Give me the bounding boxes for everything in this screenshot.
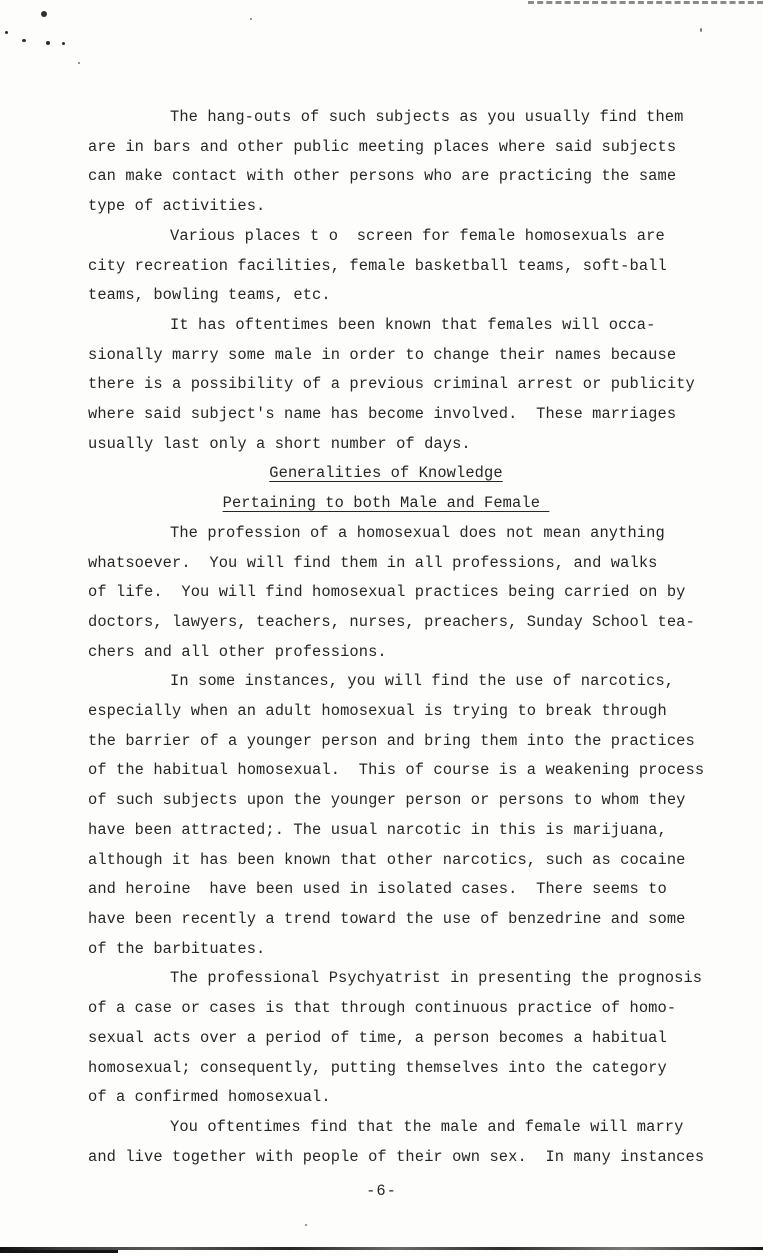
text-line: whatsoever. You will find them in all professions, and walks <box>88 553 658 572</box>
ink-speck <box>41 11 47 17</box>
text-line: of life. You will find homosexual practices being carried on by <box>88 583 686 602</box>
ink-speck <box>250 18 252 20</box>
ink-speck <box>78 62 80 64</box>
ink-speck <box>5 31 8 34</box>
text-line: homosexual; consequently, putting themselves into the category <box>88 1058 667 1077</box>
text-line: of a case or cases is that through continuous practice of homo- <box>88 999 677 1018</box>
text-line: You oftentimes find that the male and female will marry <box>170 1117 684 1136</box>
text-line: of such subjects upon the younger person or persons to whom they <box>88 791 686 810</box>
section-heading: Pertaining to both Male and Female <box>222 494 550 513</box>
text-line: of the barbituates. <box>88 939 266 958</box>
text-line: especially when an adult homosexual is trying to break through <box>88 702 667 721</box>
text-line: The professional Psychyatrist in presenting the prognosis <box>170 969 703 988</box>
page-number: -6- <box>366 1182 397 1200</box>
section-heading: Generalities of Knowledge <box>269 464 503 483</box>
ink-speck <box>22 39 26 42</box>
scan-edge-line-dark-segment <box>0 1250 118 1253</box>
text-line: and heroine have been used in isolated cases. There seems to <box>88 880 667 899</box>
text-line: and live together with people of their own sex. In many instances <box>88 1147 705 1166</box>
text-line: of a confirmed homosexual. <box>88 1088 331 1107</box>
text-line: have been attracted;. The usual narcotic in this is marijuana, <box>88 820 667 839</box>
text-line: chers and all other professions. <box>88 642 387 661</box>
ink-speck <box>305 1224 307 1226</box>
text-line: It has oftentimes been known that females will occa- <box>170 315 656 334</box>
text-line: The profession of a homosexual does not mean anything <box>170 523 665 542</box>
text-line: where said subject's name has become involved. These marriages <box>88 405 677 424</box>
text-line: The hang-outs of such subjects as you usually find them <box>170 108 684 126</box>
text-line: have been recently a trend toward the use of benzedrine and some <box>88 909 686 928</box>
text-line: type of activities. <box>88 197 266 216</box>
text-line: there is a possibility of a previous criminal arrest or publicity <box>88 375 695 394</box>
ink-speck <box>700 28 702 32</box>
text-line: In some instances, you will find the use of narcotics, <box>170 672 675 691</box>
text-line: sionally marry some male in order to change their names because <box>88 345 677 364</box>
text-line: although it has been known that other narcotics, such as cocaine <box>88 850 686 869</box>
text-line: Various places t o screen for female homosexuals are <box>170 226 665 245</box>
text-line: can make contact with other persons who are practicing the same <box>88 167 677 186</box>
text-line: doctors, lawyers, teachers, nurses, preachers, Sunday School tea- <box>88 612 695 631</box>
perforation-dotted-line <box>528 1 763 4</box>
text-line: the barrier of a younger person and bring them into the practices <box>88 731 695 750</box>
ink-speck <box>46 41 50 45</box>
text-line: teams, bowling teams, etc. <box>88 286 331 305</box>
text-line: of the habitual homosexual. This of course is a weakening process <box>88 761 705 780</box>
text-line: city recreation facilities, female basketball teams, soft-ball <box>88 256 667 275</box>
text-line: are in bars and other public meeting places where said subjects <box>88 137 677 156</box>
text-line: sexual acts over a period of time, a person becomes a habitual <box>88 1028 667 1047</box>
ink-speck <box>62 42 65 45</box>
document-body <box>88 103 705 1172</box>
text-line: usually last only a short number of days. <box>88 434 471 453</box>
